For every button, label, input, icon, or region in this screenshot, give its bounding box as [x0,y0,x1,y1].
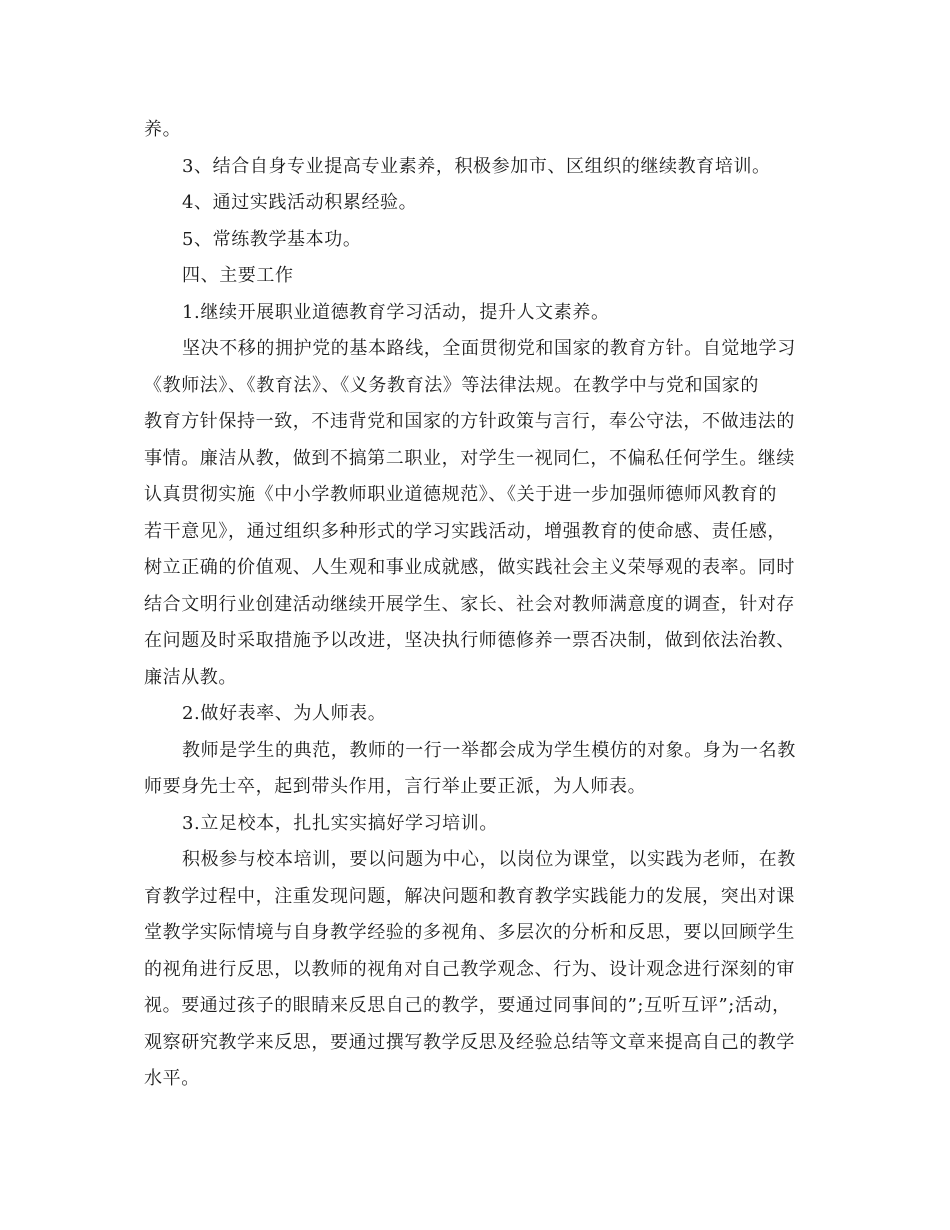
paragraph-line: 堂教学实际情境与自身教学经验的多视角、多层次的分析和反思，要以回顾学生 [144,922,795,943]
paragraph-line: 积极参与校本培训，要以问题为中心，以岗位为课堂，以实践为老师，在教 [182,849,796,870]
paragraph-ethics-education [144,331,804,696]
paragraph-line: 认真贯彻实施《中小学教师职业道德规范》、《关于进一步加强师德师风教育的 [144,484,777,505]
paragraph-continuation: 养。 [144,119,182,140]
paragraph-line: 事情。廉洁从教，做到不搞第二职业，对学生一视同仁，不偏私任何学生。继续 [144,447,795,469]
list-item-3: 3、结合自身专业提高专业素养，积极参加市、区组织的继续教育培训。 [182,155,771,177]
paragraph-line: 在问题及时采取措施予以改进，坚决执行师德修养一票否决制，做到依法治教、 [144,630,795,651]
paragraph-line: 育教学过程中，注重发现问题，解决问题和教育教学实践能力的发展，突出对课 [144,885,795,907]
paragraph-line: 结合文明行业创建活动继续开展学生、家长、社会对教师满意度的调查，针对存 [144,593,795,615]
paragraph-line: 观察研究教学来反思，要通过撰写教学反思及经验总结等文章来提高自己的教学 [144,1031,795,1053]
paragraph-line: 廉洁从教。 [144,666,237,688]
section-heading-main-work: 四、主要工作 [182,265,294,286]
paragraph-line: 视。要通过孩子的眼睛来反思自己的教学，要通过同事间的”;互听互评”;活动， [144,995,791,1016]
paragraph-line: 师要身先士卒，起到带头作用，言行举止要正派，为人师表。 [144,776,647,797]
document-body [144,112,804,1098]
paragraph-line: 教师是学生的典范，教师的一行一举都会成为学生模仿的对象。身为一名教 [182,739,796,761]
list-item-4: 4、通过实践活动积累经验。 [182,192,418,213]
paragraph-line: 树立正确的价值观、人生观和事业成就感，做实践社会主义荣辱观的表率。同时 [144,557,795,578]
paragraph-school-training [144,842,804,1098]
paragraph-line: 水平。 [144,1068,200,1089]
paragraph-line: 的视角进行反思，以教师的视角对自己教学观念、行为、设计观念进行深刻的审 [144,958,795,980]
paragraph-line: 若干意见》，通过组织多种形式的学习实践活动，增强教育的使命感、责任感， [144,520,786,542]
subheading-3: 3.立足校本，扎扎实实搞好学习培训。 [182,812,498,834]
paragraph-line: 《教师法》、《教育法》、《义务教育法》等法律法规。在教学中与党和国家的 [144,374,759,396]
paragraph-line: 坚决不移的拥护党的基本路线，全面贯彻党和国家的教育方针。自觉地学习 [182,338,796,359]
paragraph-line: 教育方针保持一致，不违背党和国家的方针政策与言行，奉公守法，不做违法的 [144,411,795,432]
list-item-5: 5、常练教学基本功。 [182,228,362,250]
subheading-2: 2.做好表率、为人师表。 [182,703,387,724]
subheading-1: 1.继续开展职业道德教育学习活动，提升人文素养。 [182,301,610,323]
paragraph-role-model [144,733,804,806]
